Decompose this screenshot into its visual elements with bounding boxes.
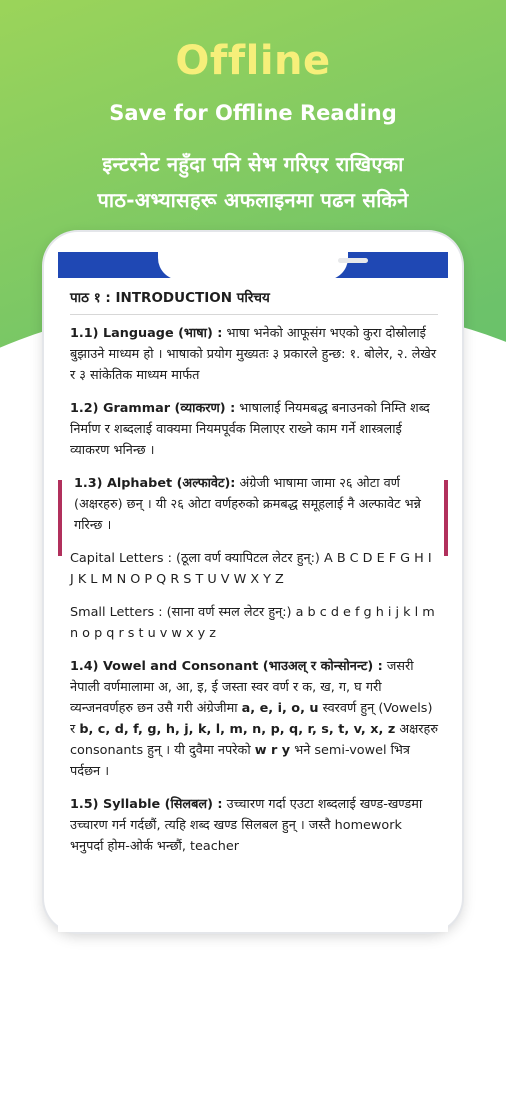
section-body: भाषालाई नियमबद्ध बनाउनको निम्ति शब्द निर्माण र शब्दलाई वाक्यमा नियमपूर्वक मिलाएर राख्ने काम गर्ने शास्त्रलाई व्याकरण भनिन्छ । — [70, 401, 430, 458]
vowel-text-4: भने semi-vowel भित्र पर्दछन । — [70, 743, 410, 779]
vowel-text-3: अक्षरहरु consonants हुन् । यी दुवैमा नपरेको — [70, 722, 438, 758]
section-heading: 1.5) Syllable (सिलबल) : — [70, 797, 223, 812]
promo-headline: Offline — [175, 38, 331, 84]
section-heading: 1.2) Grammar (व्याकरण) : — [70, 401, 236, 416]
capital-letters: A B C D E F G H I J K L M N O P Q R S T U V W X Y Z — [70, 551, 432, 587]
lesson-content[interactable] — [70, 282, 438, 857]
section-heading: 1.4) Vowel and Consonant (भाउअल् र कोन्सोनन्ट) : — [70, 659, 383, 674]
promo-nepali-line-1: इन्टरनेट नहुँदा पनि सेभ गरिएर राखिएका — [102, 152, 404, 176]
consonant-list: b, c, d, f, g, h, j, k, l, m, n, p, q, r, s, t, v, x, z — [79, 722, 396, 737]
section-heading: 1.1) Language (भाषा) : — [70, 326, 223, 341]
phone-notch — [158, 252, 348, 280]
promo-subheadline: Save for Offline Reading — [109, 101, 397, 125]
section-body: अंग्रेजी भाषामा जामा २६ ओटा वर्ण (अक्षरहरु) छन् । यी २६ ओटा वर्णहरुको क्रमबद्ध समूहलाई नै अल्फावेट भन्ने गरिन्छ । — [74, 476, 421, 533]
phone-screen — [58, 252, 448, 932]
section-grammar — [70, 398, 438, 461]
capital-letters-line — [70, 548, 438, 590]
section-body: भाषा भनेको आफूसंग भएको कुरा दोस्रोलाई बुझाउने माध्यम हो । भाषाको प्रयोग मुख्यतः ३ प्रकारले हुन्छ: १. बोलेर, २. लेखेर र ३ सांकेतिक माध्यम मार्फत — [70, 326, 437, 383]
vowel-text-2: स्वरवर्ण हुन् (Vowels) र — [70, 701, 433, 737]
section-body: उच्चारण गर्दा एउटा शब्दलाई खण्ड-खण्डमा उच्चारण गर्न गर्दछौं, त्यहि शब्द खण्ड सिलबल हुन् । जस्तै homework भनुपर्दा होम-ओर्क भन्छौं, teacher — [70, 797, 423, 854]
small-letters-label: Small Letters : (साना वर्ण स्मल लेटर हुन्:) — [70, 605, 292, 620]
right-accent-bar — [444, 480, 448, 556]
section-language — [70, 323, 438, 386]
section-vowel-consonant — [70, 656, 438, 782]
vowel-list: a, e, i, o, u — [241, 701, 319, 716]
section-heading: 1.3) Alphabet (अल्फावेट): — [74, 476, 236, 491]
promo-nepali-line-2: पाठ-अभ्यासहरू अफलाइनमा पढन सकिने — [97, 188, 409, 212]
small-letters-line — [70, 602, 438, 644]
phone-mockup — [44, 232, 462, 932]
vowel-text-1: जसरी नेपाली वर्णमालामा अ, आ, इ, ई जस्ता स्वर वर्ण र क, ख, ग, घ गरी व्यन्जनवर्णहरु छन उसै गरी अंग्रेजीमा — [70, 659, 414, 716]
semi-vowel-list: w r y — [254, 743, 291, 758]
section-syllable — [70, 794, 438, 857]
lesson-title: पाठ १ : INTRODUCTION परिचय — [70, 282, 438, 315]
section-alphabet — [70, 473, 438, 536]
small-letters: a b c d e f g h i j k l m n o p q r s t u v w x y z — [70, 605, 435, 641]
left-accent-bar — [58, 480, 62, 556]
capital-letters-label: Capital Letters : (ठूला वर्ण क्यापिटल लेटर हुन्:) — [70, 551, 320, 566]
speaker-grille — [338, 258, 368, 263]
